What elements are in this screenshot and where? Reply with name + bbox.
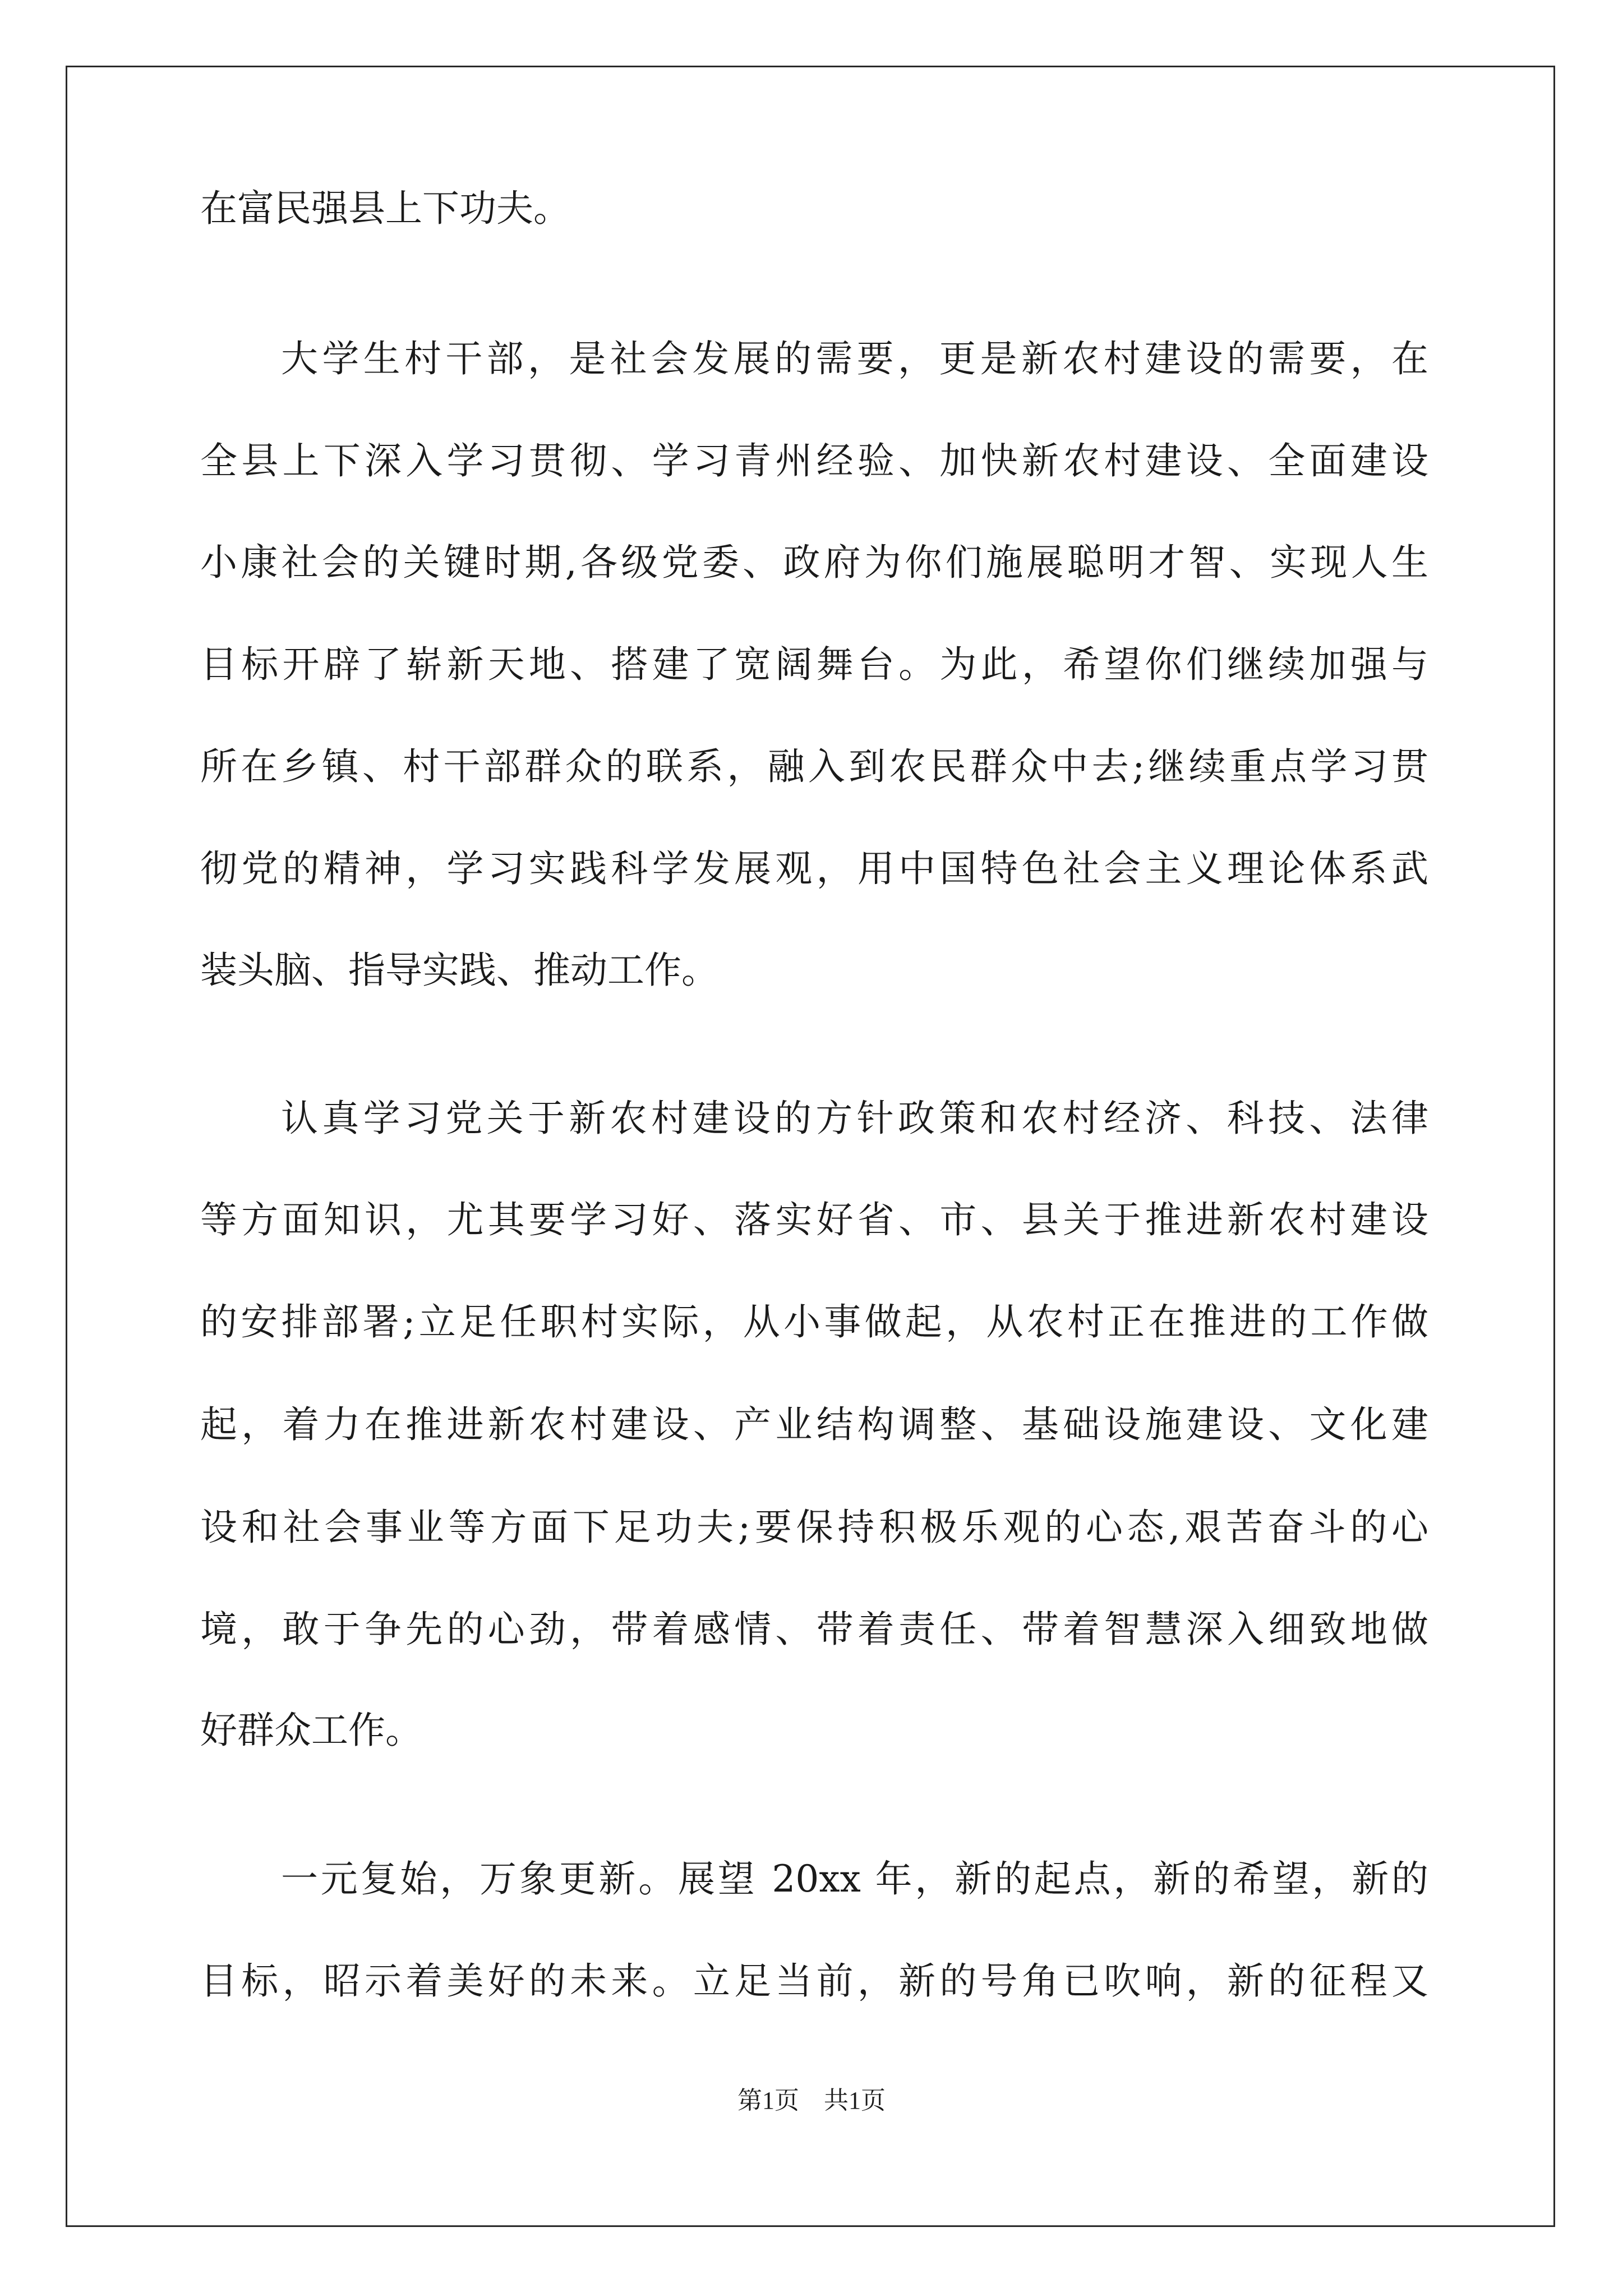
text-line: 好群众工作。: [200, 1709, 422, 1752]
text-line: 的安排部署;立足任职村实际，从小事做起，从农村正在推进的工作做: [200, 1300, 1428, 1343]
text-line: 全县上下深入学习贯彻、学习青州经验、加快新农村建设、全面建设: [200, 439, 1428, 482]
text-line: 彻党的精神，学习实践科学发展观，用中国特色社会主义理论体系武: [200, 847, 1428, 890]
text-line: 认真学习党关于新农村建设的方针政策和农村经济、科技、法律: [281, 1097, 1428, 1140]
text-line: 装头脑、指导实践、推动工作。: [200, 949, 718, 992]
text-line: 在富民强县上下功夫。: [200, 187, 570, 230]
page-number-footer: 第1页 共1页: [737, 2087, 886, 2114]
text-line: 一元复始，万象更新。展望 20xx 年，新的起点，新的希望，新的: [281, 1857, 1428, 1901]
text-line: 设和社会事业等方面下足功夫;要保持积极乐观的心态,艰苦奋斗的心: [200, 1506, 1428, 1549]
text-line: 目标，昭示着美好的未来。立足当前，新的号角已吹响，新的征程又: [200, 1959, 1428, 2003]
text-line: 等方面知识，尤其要学习好、落实好省、市、县关于推进新农村建设: [200, 1198, 1428, 1241]
text-line: 所在乡镇、村干部群众的联系，融入到农民群众中去;继续重点学习贯: [200, 745, 1428, 788]
text-line: 目标开辟了崭新天地、搭建了宽阔舞台。为此，希望你们继续加强与: [200, 643, 1428, 686]
text-line: 小康社会的关键时期,各级党委、政府为你们施展聪明才智、实现人生: [200, 541, 1428, 584]
text-line: 境，敢于争先的心劲，带着感情、带着责任、带着智慧深入细致地做: [200, 1608, 1428, 1651]
text-line: 大学生村干部，是社会发展的需要，更是新农村建设的需要，在: [281, 337, 1428, 380]
text-line: 起，着力在推进新农村建设、产业结构调整、基础设施建设、文化建: [200, 1403, 1428, 1446]
